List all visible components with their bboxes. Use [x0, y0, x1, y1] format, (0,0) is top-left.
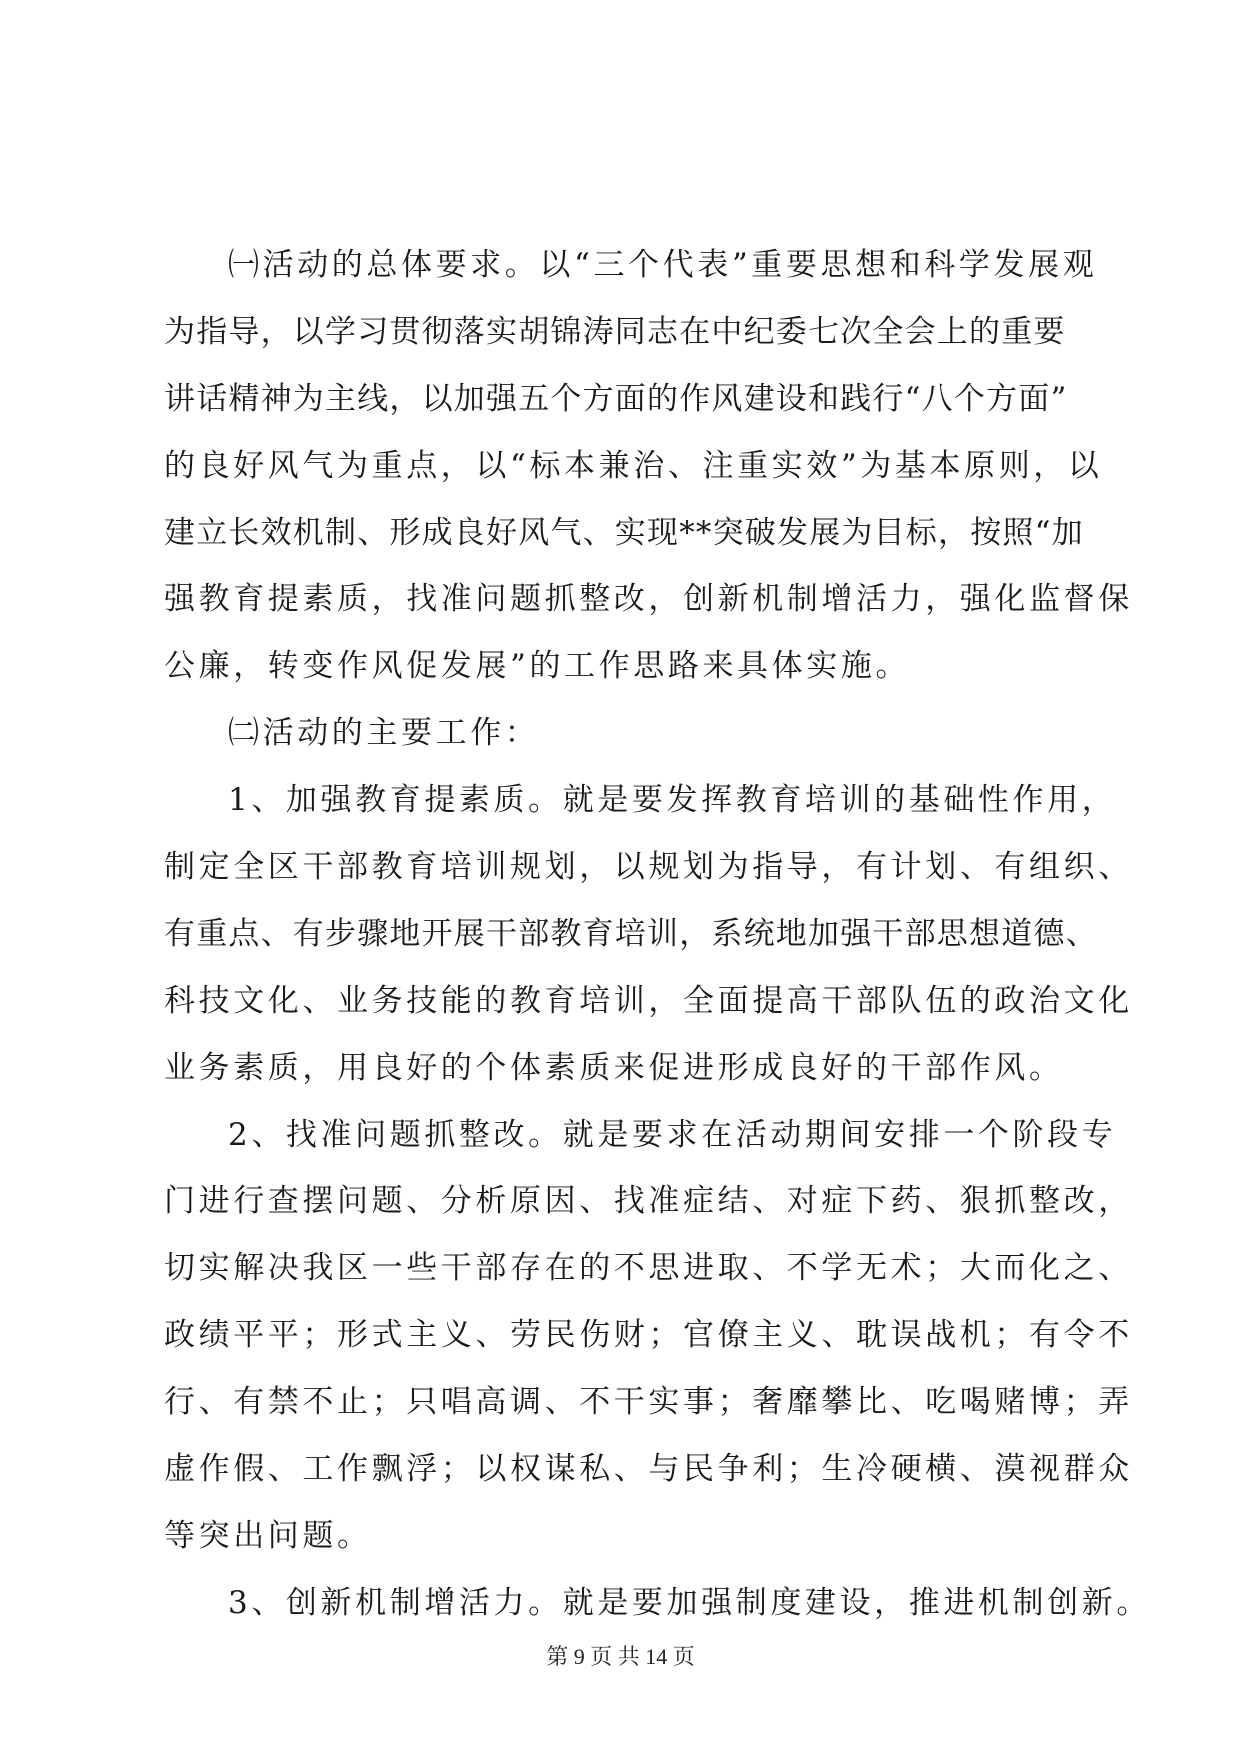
- paragraph-3-line-7: 等突出问题。: [164, 1517, 372, 1554]
- paragraph-1-line-3: 讲话精神为主线，以加强五个方面的作风建设和践行“八个方面”: [164, 380, 1068, 417]
- paragraph-2-line-3: 有重点、有步骤地开展干部教育培训，系统地加强干部思想道德、: [164, 915, 1098, 952]
- page-number-footer: 第 9 页 共 14 页: [546, 1644, 695, 1669]
- paragraph-3-line-4: 政绩平平；形式主义、劳民伤财；官僚主义、耽误战机；有令不: [164, 1317, 1133, 1354]
- paragraph-1-line-5: 建立长效机制、形成良好风气、实现**突破发展为目标，按照“加: [164, 514, 1084, 551]
- paragraph-2-line-1: 1、加强教育提素质。就是要发挥教育培训的基础性作用，: [228, 782, 1117, 819]
- paragraph-2-line-2: 制定全区干部教育培训规划，以规划为指导，有计划、有组织、: [164, 849, 1133, 886]
- paragraph-1-line-7: 公廉，转变作风促发展”的工作思路来具体实施。: [164, 648, 911, 685]
- paragraph-3-line-6: 虚作假、工作飘浮；以权谋私、与民争利；生冷硬横、漠视群众: [164, 1451, 1133, 1488]
- paragraph-3-line-2: 门进行查摆问题、分析原因、找准症结、对症下药、狠抓整改，: [164, 1183, 1133, 1220]
- paragraph-2-line-4: 科技文化、业务技能的教育培训，全面提高干部队伍的政治文化: [164, 982, 1133, 1019]
- document-body: [164, 232, 1151, 1637]
- paragraph-1-line-2: 为指导，以学习贯彻落实胡锦涛同志在中纪委七次全会上的重要: [164, 313, 1066, 350]
- paragraph-1-line-1: ㈠活动的总体要求。以“三个代表”重要思想和科学发展观: [228, 247, 1098, 283]
- paragraph-1-line-6: 强教育提素质，找准问题抓整改，创新机制增活力，强化监督保: [164, 581, 1133, 618]
- paragraph-2-line-5: 业务素质，用良好的个体素质来促进形成良好的干部作风。: [164, 1049, 1064, 1086]
- paragraph-4-line-1: 3、创新机制增活力。就是要加强制度建设，推进机制创新。: [228, 1584, 1151, 1621]
- paragraph-3-line-1: 2、找准问题抓整改。就是要求在活动期间安排一个阶段专: [228, 1116, 1117, 1153]
- paragraph-1-line-4: 的良好风气为重点，以“标本兼治、注重实效”为基本原则，以: [164, 447, 1103, 484]
- section-heading-main-work: ㈡活动的主要工作：: [228, 715, 540, 752]
- paragraph-3-line-5: 行、有禁不止；只唱高调、不干实事；奢靡攀比、吃喝赌博；弄: [164, 1384, 1133, 1421]
- paragraph-3-line-3: 切实解决我区一些干部存在的不思进取、不学无术；大而化之、: [164, 1250, 1133, 1287]
